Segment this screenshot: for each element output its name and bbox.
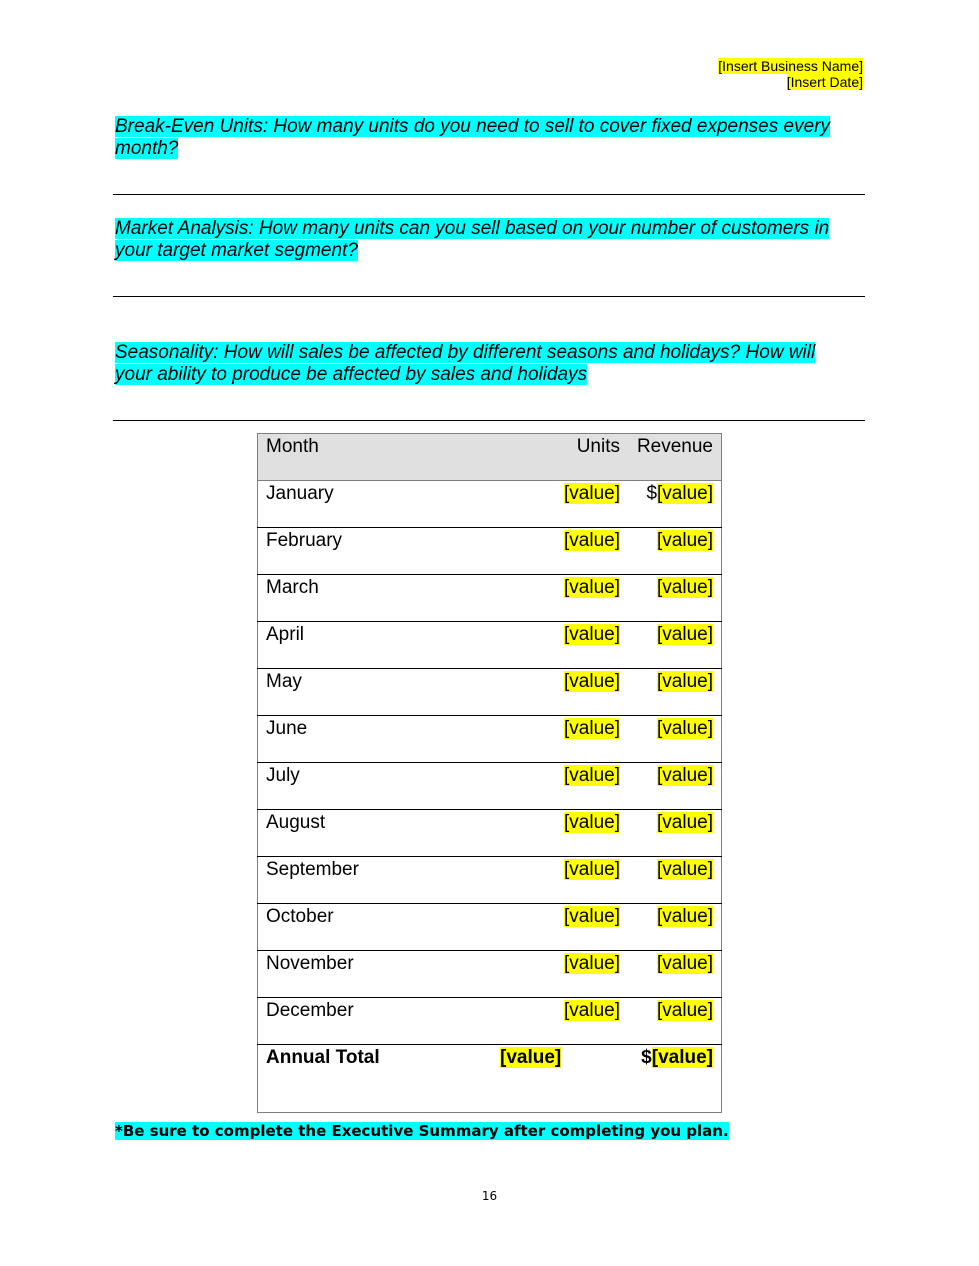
units-value-cell[interactable]: [value] [467, 810, 630, 857]
table-row [258, 481, 722, 528]
business-name-placeholder[interactable]: [Insert Business Name] [718, 58, 863, 74]
answer-line-break-even[interactable] [113, 194, 865, 195]
annual-total-revenue[interactable]: $[value] [641, 1047, 713, 1068]
month-cell: July [258, 763, 468, 810]
month-cell: March [258, 575, 468, 622]
revenue-value-cell[interactable]: [value] [630, 763, 722, 810]
answer-line-market-analysis[interactable] [113, 296, 865, 297]
revenue-value-cell[interactable]: [value] [630, 857, 722, 904]
market-analysis-question: Market Analysis: How many units can you sell based on your number of customers in your target market segment? [115, 218, 830, 261]
units-value-cell[interactable]: [value] [467, 951, 630, 998]
units-value-cell[interactable]: [value] [467, 575, 630, 622]
revenue-value-cell[interactable]: [value] [630, 528, 722, 575]
units-value-cell[interactable]: [value] [467, 622, 630, 669]
table-row [258, 716, 722, 763]
revenue-value-cell[interactable]: $[value] [630, 481, 722, 528]
revenue-value-cell[interactable]: [value] [630, 951, 722, 998]
month-cell: September [258, 857, 468, 904]
table-row [258, 763, 722, 810]
table-row [258, 622, 722, 669]
units-value-cell[interactable]: [value] [467, 763, 630, 810]
table-header-row [258, 434, 722, 481]
table-row [258, 528, 722, 575]
units-value-cell[interactable]: [value] [467, 857, 630, 904]
units-value-cell[interactable]: [value] [467, 481, 630, 528]
date-placeholder[interactable]: [Insert Date] [786, 74, 863, 90]
revenue-value-cell[interactable]: [value] [630, 998, 722, 1045]
annual-total-units[interactable]: [value] [500, 1047, 562, 1068]
units-value-cell[interactable]: [value] [467, 669, 630, 716]
revenue-value-cell[interactable]: [value] [630, 669, 722, 716]
month-cell: December [258, 998, 468, 1045]
monthly-sales-table [257, 433, 722, 1113]
revenue-value-cell[interactable]: [value] [630, 716, 722, 763]
seasonality-question: Seasonality: How will sales be affected by different seasons and holidays? How will your ability to produce be affected by sales and holidays [115, 342, 816, 385]
revenue-column-header: Revenue [630, 434, 722, 481]
break-even-question: Break-Even Units: How many units do you need to sell to cover fixed expenses every month? [115, 116, 830, 159]
month-cell: August [258, 810, 468, 857]
annual-total-row [258, 1045, 722, 1113]
document-header [718, 58, 863, 90]
table-row [258, 575, 722, 622]
revenue-value-cell[interactable]: [value] [630, 904, 722, 951]
units-value-cell[interactable]: [value] [467, 904, 630, 951]
month-cell: January [258, 481, 468, 528]
month-cell: May [258, 669, 468, 716]
table-row [258, 951, 722, 998]
units-column-header: Units [467, 434, 630, 481]
month-cell: November [258, 951, 468, 998]
units-value-cell[interactable]: [value] [467, 528, 630, 575]
table-row [258, 669, 722, 716]
month-cell: April [258, 622, 468, 669]
month-cell: October [258, 904, 468, 951]
month-column-header: Month [258, 434, 468, 481]
month-cell: June [258, 716, 468, 763]
page-number: 16 [481, 1189, 498, 1203]
table-row [258, 810, 722, 857]
revenue-value-cell[interactable]: [value] [630, 575, 722, 622]
month-cell: February [258, 528, 468, 575]
units-value-cell[interactable]: [value] [467, 716, 630, 763]
units-value-cell[interactable]: [value] [467, 998, 630, 1045]
answer-line-seasonality[interactable] [113, 420, 865, 421]
table-row [258, 857, 722, 904]
annual-total-label: Annual Total [266, 1047, 380, 1068]
revenue-value-cell[interactable]: [value] [630, 810, 722, 857]
table-row [258, 904, 722, 951]
revenue-value-cell[interactable]: [value] [630, 622, 722, 669]
executive-summary-note: *Be sure to complete the Executive Summary after completing you plan. [115, 1122, 729, 1140]
table-row [258, 998, 722, 1045]
